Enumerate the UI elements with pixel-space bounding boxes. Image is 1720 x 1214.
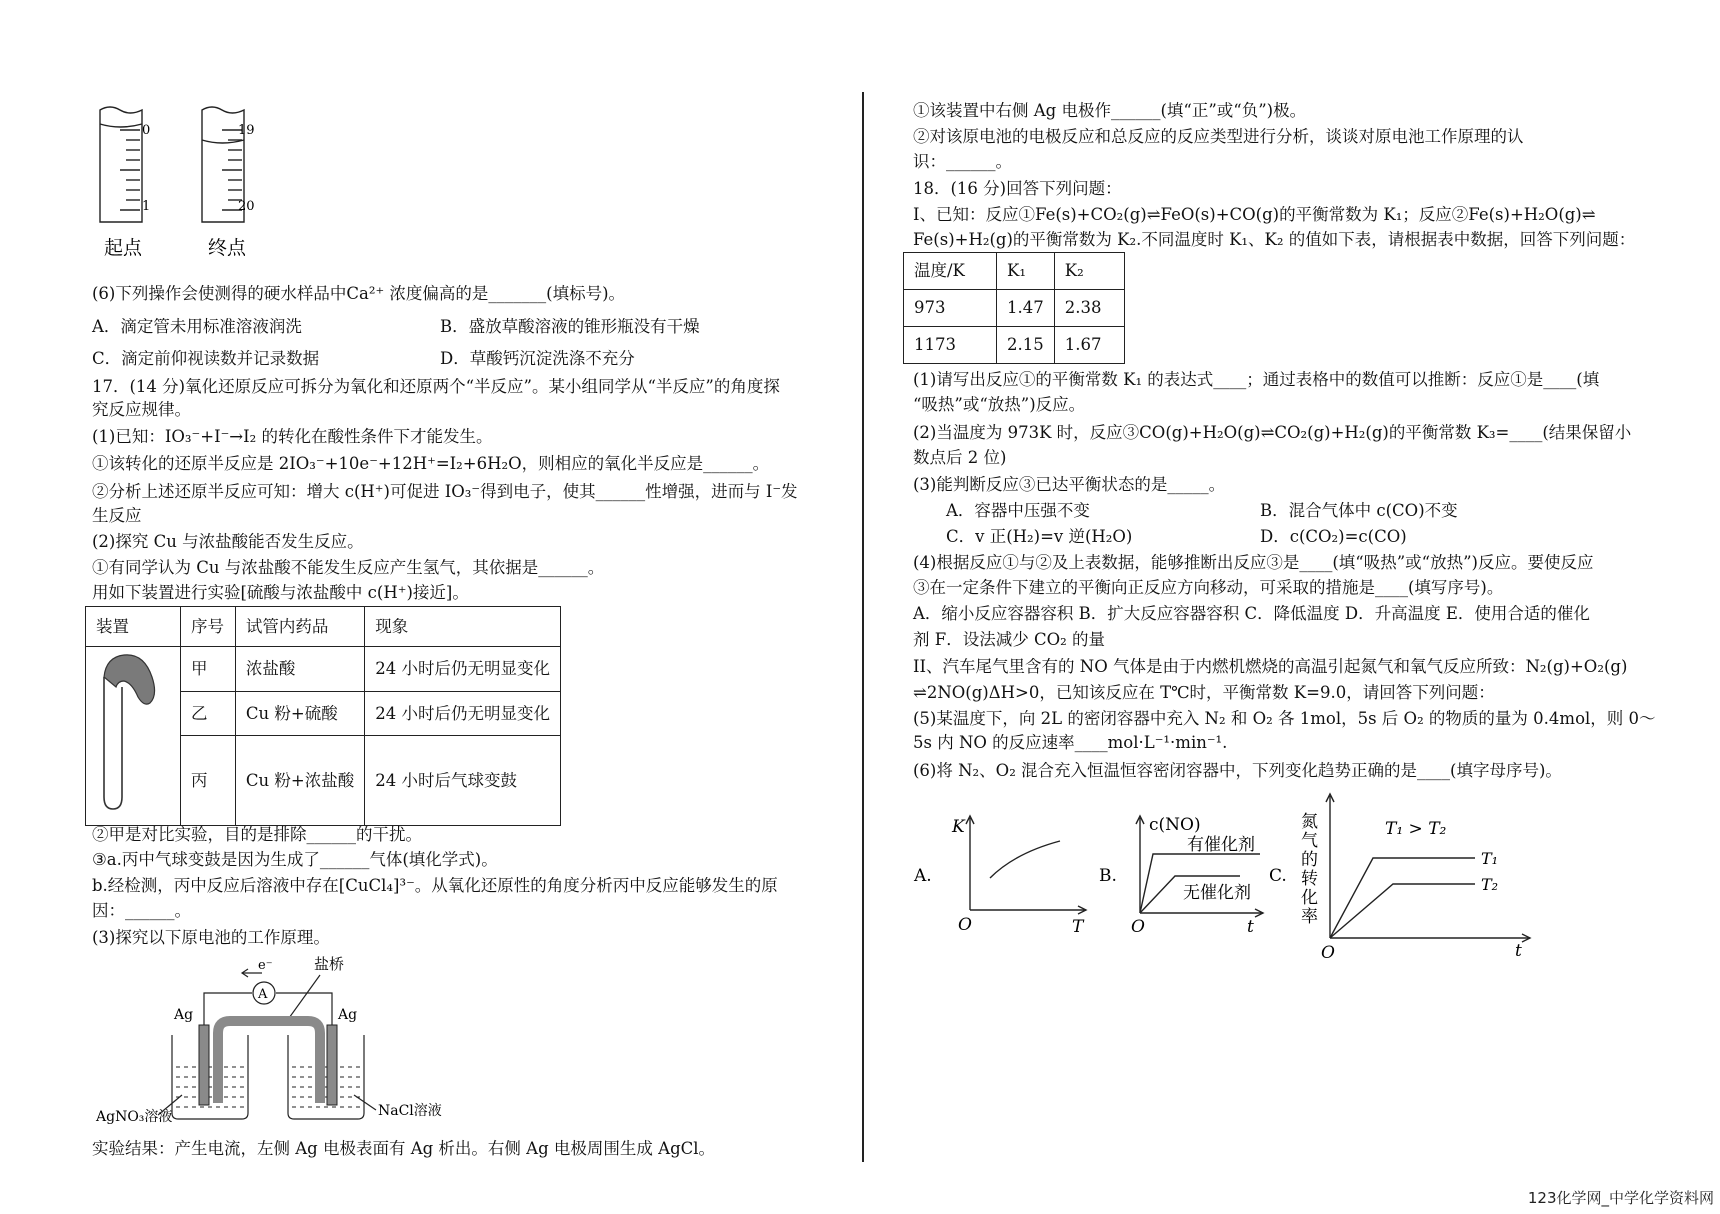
ammeter-label: A <box>258 987 268 1002</box>
k-header-k2: K₂ <box>1054 253 1124 290</box>
graph-b-label: B. <box>1099 866 1117 886</box>
burette-end-label: 终点 <box>208 237 247 259</box>
graph-a-y-label: K <box>952 817 965 837</box>
burette-start-label: 起点 <box>104 237 143 259</box>
q18-3-option-c: C．v 正(H₂)=v 逆(H₂O) <box>946 527 1133 546</box>
graph-b-y-label: c(NO) <box>1149 815 1201 835</box>
right-line-4: 18．(16 分)回答下列问题： <box>913 179 1122 198</box>
graph-b-catalyst-label: 有催化剂 <box>1187 835 1255 855</box>
q17-line-15: 实验结果：产生电流，左侧 Ag 电极表面有 Ag 析出。右侧 Ag 电极周围生成 AgCl。 <box>92 1139 716 1158</box>
right-line-15: ③在一定条件下建立的平衡向正反应方向移动，可采取的措施是____(填写序号)。 <box>913 578 1504 597</box>
k-header-k1: K₁ <box>997 253 1055 290</box>
q17-line-11: ③a.丙中气球变鼓是因为生成了______气体(填化学式)。 <box>92 850 498 869</box>
column-divider <box>862 92 864 1162</box>
row-reagent: Cu 粉+浓盐酸 <box>235 736 364 825</box>
electron-label: e⁻ <box>258 958 273 973</box>
experiment-header-phenomenon: 现象 <box>365 607 561 647</box>
q18-3-option-d: D．c(CO₂)=c(CO) <box>1260 527 1407 546</box>
q17-line-2: 究反应规律。 <box>92 400 191 419</box>
right-line-7: (1)请写出反应①的平衡常数 K₁ 的表达式____；通过表格中的数值可以推断：反应①是____(填 <box>913 370 1600 389</box>
graph-b-origin: O <box>1131 917 1145 937</box>
q17-line-12: b.经检测，丙中反应后溶液中存在[CuCl₄]³⁻。从氧化还原性的角度分析丙中反应能够发生的原 <box>92 876 778 895</box>
q17-line-1: 17．(14 分)氧化还原反应可拆分为氧化和还原两个“半反应”。某小组同学从“半反应”的角度探 <box>92 377 780 396</box>
table-row <box>86 647 561 692</box>
k-row-k2: 2.38 <box>1054 290 1124 327</box>
k-row-temp: 1173 <box>904 327 997 364</box>
row-reagent: Cu 粉+硫酸 <box>235 691 364 736</box>
apparatus-cell <box>86 647 181 826</box>
right-line-2: ②对该原电池的电极反应和总反应的反应类型进行分析，谈谈对原电池工作原理的认 <box>913 127 1524 146</box>
graph-c-origin: O <box>1321 943 1335 963</box>
q17-line-8: ①有同学认为 Cu 与浓盐酸不能发生反应产生氢气，其依据是______。 <box>92 558 605 577</box>
right-line-19: ⇌2NO(g)ΔH>0，已知该反应在 T℃时，平衡常数 K=9.0，请回答下列问题： <box>913 683 1495 702</box>
q6-stem: (6)下列操作会使测得的硬水样品中Ca²⁺ 浓度偏高的是_______(填标号)。 <box>92 284 626 303</box>
graph-a-x-label: T <box>1072 917 1084 937</box>
q6-option-d: D．草酸钙沉淀洗涤不充分 <box>440 349 635 368</box>
row-phenomenon: 24 小时后气球变鼓 <box>365 736 561 825</box>
experiment-table <box>85 606 561 826</box>
salt-bridge-label: 盐桥 <box>314 955 345 973</box>
right-line-18: II、汽车尾气里含有的 NO 气体是由于内燃机燃烧的高温引起氮气和氧气反应所致：N₂(g)+O₂(g) <box>913 657 1628 676</box>
q17-line-7: (2)探究 Cu 与浓盐酸能否发生反应。 <box>92 532 364 551</box>
row-number: 丙 <box>181 736 236 825</box>
graph-a-origin: O <box>958 915 972 935</box>
footer-watermark: 123化学网_中学化学资料网 <box>1527 1188 1714 1207</box>
right-ag-label: Ag <box>338 1007 358 1023</box>
row-number: 甲 <box>181 647 236 692</box>
right-line-22: (6)将 N₂、O₂ 混合充入恒温恒容密闭容器中，下列变化趋势正确的是____(填字母序号)。 <box>913 761 1562 780</box>
tick-19: 19 <box>238 123 255 138</box>
graph-c <box>1265 790 1535 965</box>
right-line-11: (3)能判断反应③已达平衡状态的是_____。 <box>913 475 1226 494</box>
graph-c-condition: T₁ > T₂ <box>1385 819 1447 839</box>
graph-a-label: A. <box>914 866 932 886</box>
q6-option-b: B．盛放草酸溶液的锥形瓶没有干燥 <box>440 317 700 336</box>
graph-b-x-label: t <box>1247 917 1254 937</box>
right-solution-label: NaCl溶液 <box>378 1103 442 1119</box>
right-line-6: Fe(s)+H₂(g)的平衡常数为 K₂.不同温度时 K₁、K₂ 的值如下表，请根据表中数据，回答下列问题： <box>913 230 1636 249</box>
graph-b-no-catalyst-label: 无催化剂 <box>1183 883 1251 903</box>
graph-c-label: C. <box>1269 866 1287 886</box>
right-line-5: I、已知：反应①Fe(s)+CO₂(g)⇌FeO(s)+CO(g)的平衡常数为 K₁；反应②Fe(s)+H₂O(g)⇌ <box>913 205 1596 224</box>
q17-line-5: ②分析上述还原半反应可知：增大 c(H⁺)可促进 IO₃⁻得到电子，使其______性增强，进而与 I⁻发 <box>92 482 798 501</box>
graph-c-t2-label: T₂ <box>1481 875 1499 894</box>
graph-a <box>910 808 1090 938</box>
test-tube-balloon-diagram <box>86 647 180 817</box>
left-ag-label: Ag <box>174 1007 194 1023</box>
left-solution-label: AgNO₃溶液 <box>96 1109 173 1125</box>
graph-c-t1-label: T₁ <box>1481 849 1499 868</box>
k-row-k1: 2.15 <box>997 327 1055 364</box>
right-line-21: 5s 内 NO 的反应速率____mol·L⁻¹·min⁻¹. <box>913 733 1228 752</box>
right-line-3: 识：______。 <box>913 152 1012 171</box>
tick-0: 0 <box>142 123 151 138</box>
right-line-9: (2)当温度为 973K 时，反应③CO(g)+H₂O(g)⇌CO₂(g)+H₂(g)的平衡常数 K₃=____(结果保留小 <box>913 423 1632 442</box>
tick-20: 20 <box>238 199 255 214</box>
right-line-8: “吸热”或“放热”)反应。 <box>913 395 1086 414</box>
k-value-table <box>903 252 1125 364</box>
right-line-14: (4)根据反应①与②及上表数据，能够推断出反应③是____(填“吸热”或“放热”)反应。要使反应 <box>913 553 1594 572</box>
row-reagent: 浓盐酸 <box>235 647 364 692</box>
q18-3-option-a: A．容器中压强不变 <box>946 501 1090 520</box>
table-row <box>904 290 1125 327</box>
table-row <box>904 327 1125 364</box>
k-row-temp: 973 <box>904 290 997 327</box>
k-header-temp: 温度/K <box>904 253 997 290</box>
k-row-k2: 1.67 <box>1054 327 1124 364</box>
q17-line-13: 因：______。 <box>92 901 191 920</box>
right-line-16: A．缩小反应容器容积 B．扩大反应容器容积 C．降低温度 D．升高温度 E．使用合适的催化 <box>913 604 1590 623</box>
q17-line-6: 生反应 <box>92 506 142 525</box>
q6-option-c: C．滴定前仰视读数并记录数据 <box>92 349 320 368</box>
row-phenomenon: 24 小时后仍无明显变化 <box>365 647 561 692</box>
experiment-header-reagent: 试管内药品 <box>235 607 364 647</box>
q17-line-10: ②甲是对比实验，目的是排除______的干扰。 <box>92 825 422 844</box>
q17-line-14: (3)探究以下原电池的工作原理。 <box>92 928 330 947</box>
galvanic-cell-diagram <box>92 955 452 1130</box>
right-line-10: 数点后 2 位) <box>913 448 1007 467</box>
row-phenomenon: 24 小时后仍无明显变化 <box>365 691 561 736</box>
q17-line-4: ①该转化的还原半反应是 2IO₃⁻+10e⁻+12H⁺=I₂+6H₂O，则相应的氧化半反应是______。 <box>92 454 770 473</box>
right-line-1: ①该装置中右侧 Ag 电极作______(填“正”或“负”)极。 <box>913 101 1307 120</box>
q6-option-a: A．滴定管未用标准溶液润洗 <box>92 317 302 336</box>
right-line-17: 剂 F．设法减少 CO₂ 的量 <box>913 630 1105 649</box>
experiment-header-number: 序号 <box>181 607 236 647</box>
graph-c-x-label: t <box>1515 941 1522 961</box>
q17-line-3: (1)已知：IO₃⁻+I⁻→I₂ 的转化在酸性条件下才能发生。 <box>92 427 493 446</box>
burette-figure <box>90 104 270 266</box>
k-row-k1: 1.47 <box>997 290 1055 327</box>
q18-3-option-b: B．混合气体中 c(CO)不变 <box>1260 501 1458 520</box>
graph-b <box>1095 808 1270 938</box>
right-line-20: (5)某温度下，向 2L 的密闭容器中充入 N₂ 和 O₂ 各 1mol，5s 后 O₂ 的物质的量为 0.4mol，则 0～ <box>913 709 1656 728</box>
experiment-header-apparatus: 装置 <box>86 607 181 647</box>
tick-1: 1 <box>142 199 151 214</box>
graph-c-y-label: 氮气的转化率 <box>1297 812 1317 926</box>
row-number: 乙 <box>181 691 236 736</box>
q17-line-9: 用如下装置进行实验[硫酸与浓盐酸中 c(H⁺)接近]。 <box>92 583 469 602</box>
